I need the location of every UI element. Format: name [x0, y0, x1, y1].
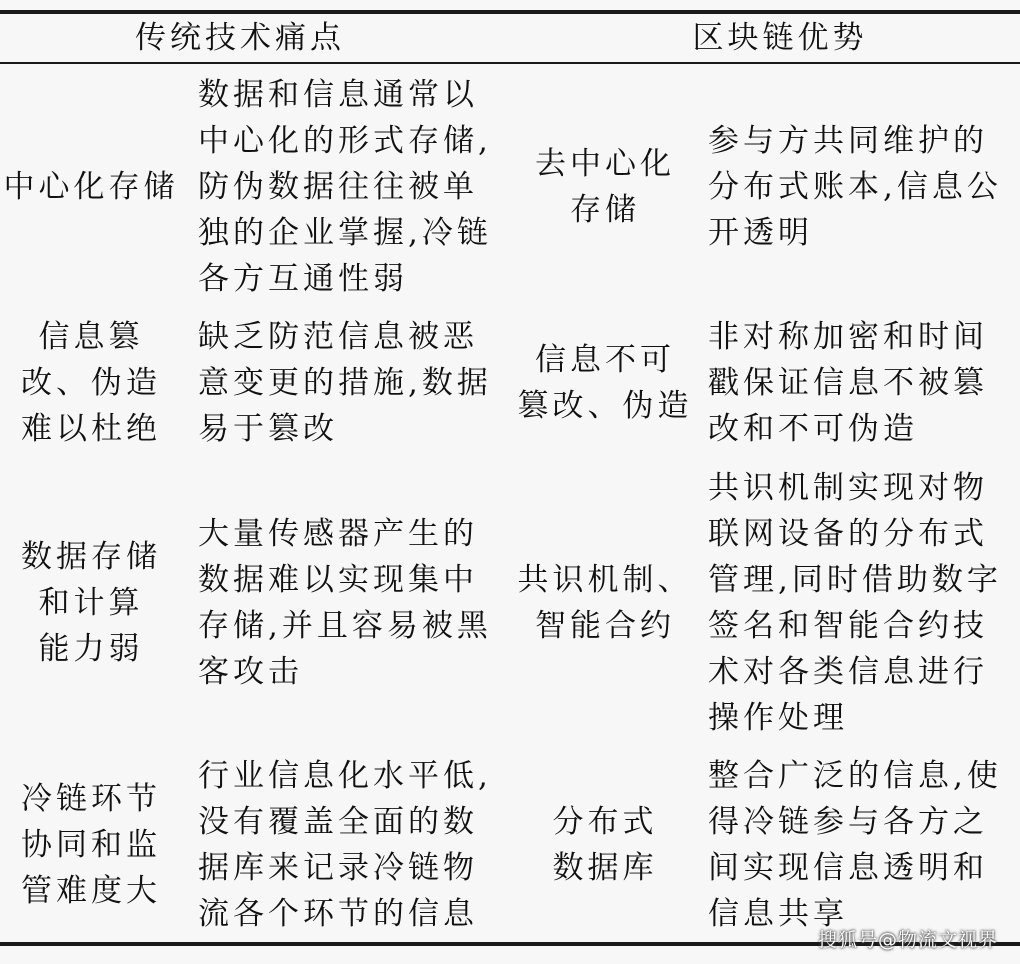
row-4-adv-desc-line: 整合广泛的信息,使 — [708, 758, 1002, 794]
row-2-pain-description — [198, 312, 518, 454]
row-2-adv-desc-line: 非对称加密和时间 — [708, 319, 988, 355]
row-4-pain-line: 协同和监 — [21, 827, 161, 863]
row-3-adv-desc-line: 共识机制实现对物 — [708, 470, 988, 506]
row-1-pain-desc-line: 防伪数据往往被单 — [198, 169, 478, 205]
row-4-adv-line: 分布式 — [552, 804, 658, 840]
row-1-pain-desc-line: 独的企业掌握,冷链 — [198, 215, 492, 251]
row-4-pain-line: 冷链环节 — [21, 781, 161, 817]
row-3-pain-desc-line: 客攻击 — [198, 654, 303, 690]
row-1-pain-point — [0, 72, 182, 302]
header-rule — [0, 62, 1020, 64]
row-1-pain-desc-line: 数据和信息通常以 — [198, 77, 478, 113]
row-2-pain-line: 信息篡 — [38, 319, 144, 355]
row-1-pain-description — [198, 72, 518, 302]
row-4-advantage — [520, 752, 690, 938]
row-2-adv-desc-line: 改和不可伪造 — [708, 411, 918, 447]
row-3-pain-line: 和计算 — [38, 585, 144, 621]
row-1-adv-desc-line: 参与方共同维护的 — [708, 123, 988, 159]
row-3-adv-line: 智能合约 — [535, 608, 675, 644]
row-3-adv-desc-line: 签名和智能合约技 — [708, 608, 988, 644]
row-3-pain-point — [0, 464, 182, 742]
row-2-pain-point — [0, 312, 182, 454]
row-4-pain-description — [198, 752, 518, 938]
row-3-advantage — [517, 464, 693, 742]
row-4-adv-desc-line: 信息共享 — [708, 896, 848, 932]
row-2-adv-desc-line: 戳保证信息不被篡 — [708, 365, 988, 401]
row-2-adv-line: 篡改、伪造 — [517, 388, 693, 424]
row-2-pain-line: 改、伪造 — [21, 365, 161, 401]
row-4-pain-desc-line: 流各个环节的信息 — [198, 896, 478, 932]
row-4-pain-line: 管难度大 — [21, 873, 161, 909]
row-4-pain-point — [0, 752, 182, 938]
row-4-advantage-description — [708, 752, 1018, 938]
row-2-pain-desc-line: 缺乏防范信息被恶 — [198, 319, 478, 355]
row-4-adv-line: 数据库 — [552, 850, 658, 886]
row-2-adv-line: 信息不可 — [535, 342, 675, 378]
row-3-pain-line: 能力弱 — [38, 631, 144, 667]
row-1-adv-line: 去中心化 — [535, 146, 675, 182]
row-3-pain-desc-line: 大量传感器产生的 — [198, 516, 478, 552]
row-2-pain-desc-line: 意变更的措施,数据 — [198, 365, 492, 401]
row-2-advantage-description — [708, 312, 1018, 454]
row-3-adv-desc-line: 联网设备的分布式 — [708, 516, 988, 552]
row-3-pain-description — [198, 464, 518, 742]
row-3-adv-desc-line: 管理,同时借助数字 — [708, 562, 1002, 598]
row-4-pain-desc-line: 据库来记录冷链物 — [198, 850, 478, 886]
header-pain-points: 传统技术痛点 — [135, 20, 345, 56]
row-4-pain-desc-line: 行业信息化水平低, — [198, 758, 492, 794]
row-1-adv-desc-line: 开透明 — [708, 215, 813, 251]
row-1-pain-desc-line: 中心化的形式存储, — [198, 123, 492, 159]
row-3-adv-desc-line: 操作处理 — [708, 700, 848, 736]
row-1-advantage — [520, 72, 690, 302]
row-1-pain-line: 中心化存储 — [3, 169, 179, 205]
row-4-adv-desc-line: 得冷链参与各方之 — [708, 804, 988, 840]
row-1-pain-desc-line: 各方互通性弱 — [198, 261, 408, 297]
row-1-adv-line: 存储 — [570, 192, 640, 228]
row-1-advantage-description — [708, 72, 1018, 302]
sohu-watermark: 搜狐号@物流文视界 — [817, 929, 998, 951]
row-2-pain-line: 难以杜绝 — [21, 411, 161, 447]
row-2-advantage — [517, 312, 693, 454]
row-3-advantage-description — [708, 464, 1018, 742]
row-3-pain-desc-line: 存储,并且容易被黑 — [198, 608, 492, 644]
row-2-pain-desc-line: 易于篡改 — [198, 411, 338, 447]
row-1-adv-desc-line: 分布式账本,信息公 — [708, 169, 1002, 205]
row-3-pain-desc-line: 数据难以实现集中 — [198, 562, 478, 598]
row-3-adv-desc-line: 术对各类信息进行 — [708, 654, 988, 690]
row-3-adv-line: 共识机制、 — [517, 562, 693, 598]
header-blockchain-advantages: 区块链优势 — [692, 20, 868, 56]
row-4-pain-desc-line: 没有覆盖全面的数 — [198, 804, 478, 840]
row-4-adv-desc-line: 间实现信息透明和 — [708, 850, 988, 886]
row-3-pain-line: 数据存储 — [21, 539, 161, 575]
